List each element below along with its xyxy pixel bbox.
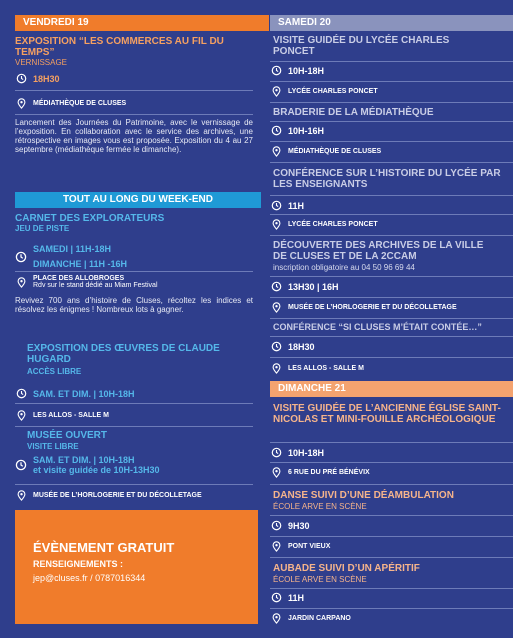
- clock-icon: [270, 125, 282, 136]
- weekend-header: TOUT AU LONG DU WEEK-END: [15, 192, 261, 208]
- clock-icon: [15, 73, 27, 84]
- expo-place: MÉDIATHÈQUE DE CLUSES: [33, 100, 127, 107]
- danse-time-row: [270, 520, 310, 531]
- divider: [270, 297, 513, 298]
- lycee-time-row: [270, 65, 324, 76]
- divider: [15, 90, 253, 91]
- divider: [270, 536, 513, 537]
- carnet-description: Revivez 700 ans d’histoire de Cluses, récoltez les indices et résolvez les énigmes ! Nombreux lots à gagner.: [15, 296, 253, 314]
- eglise-time-row: [270, 447, 324, 458]
- expo-time: 18H30: [33, 73, 60, 84]
- clock-icon: [270, 447, 282, 458]
- divider: [270, 121, 513, 122]
- divider: [270, 442, 513, 443]
- divider: [270, 214, 513, 215]
- lycee-time: 10H-18H: [288, 65, 325, 76]
- hugard-title: EXPOSITION DES ŒUVRES DE CLAUDE HUGARD: [27, 343, 220, 365]
- location-pin-icon: [270, 302, 282, 313]
- danse-place: PONT VIEUX: [288, 543, 331, 550]
- divider: [270, 557, 513, 558]
- clock-icon: [15, 388, 27, 399]
- clock-icon: [270, 520, 282, 531]
- divider: [270, 588, 513, 589]
- expo-description: Lancement des Journées du Patrimoine, avec le vernissage de l’exposition. En collaboration avec le service des archives, une rétrospective en images vous est proposée. Exposition du 4 au 27 septembre (médiathèque fermée le dimanche).: [15, 118, 253, 154]
- location-pin-icon: [15, 490, 27, 501]
- aubade-time-row: [270, 592, 304, 603]
- danse-title: DANSE SUIVI D’UNE DÉAMBULATION: [273, 490, 454, 501]
- eglise-place: 6 RUE DU PRÉ BÉNÉVIX: [288, 469, 370, 476]
- musee-subtitle: VISITE LIBRE: [27, 442, 79, 451]
- aubade-place-row: [270, 613, 351, 624]
- divider: [270, 484, 513, 485]
- eglise-title: VISITE GUIDÉE DE L’ANCIENNE ÉGLISE SAINT-NICOLAS ET MINI-FOUILLE ARCHÉOLOGIQUE: [273, 403, 501, 425]
- divider: [270, 318, 513, 319]
- lycee-place: LYCÉE CHARLES PONCET: [288, 88, 378, 95]
- divider: [270, 515, 513, 516]
- danse-place-row: [270, 541, 330, 552]
- expo-title: EXPOSITION “LES COMMERCES AU FIL DU TEMPS”: [15, 36, 224, 58]
- clock-icon: [270, 65, 282, 76]
- carnet-place: PLACE DES ALLOBROGES: [33, 275, 125, 282]
- conf1-place: LYCÉE CHARLES PONCET: [288, 221, 378, 228]
- braderie-title: BRADERIE DE LA MÉDIATHÈQUE: [273, 107, 434, 118]
- danse-time: 9H30: [288, 520, 310, 531]
- braderie-time-row: [270, 125, 324, 136]
- divider: [270, 276, 513, 277]
- eglise-place-row: [270, 467, 370, 478]
- clock-icon: [15, 251, 27, 263]
- promo-info-label: RENSEIGNEMENTS :: [33, 559, 124, 569]
- location-pin-icon: [15, 410, 27, 421]
- carnet-place-note: Rdv sur le stand dédié au Miam Festival: [33, 282, 158, 289]
- hugard-place-row: [15, 410, 109, 421]
- archives-time-row: [270, 281, 339, 292]
- eglise-time: 10H-18H: [288, 447, 325, 458]
- divider: [270, 195, 513, 196]
- braderie-time: 10H-16H: [288, 125, 325, 136]
- divider: [270, 357, 513, 358]
- braderie-place-row: [270, 146, 381, 157]
- hugard-time-row: [15, 388, 135, 399]
- clock-icon: [270, 592, 282, 603]
- conf1-title: CONFÉRENCE SUR L’HISTOIRE DU LYCÉE PAR LES ENSEIGNANTS: [273, 168, 501, 190]
- hugard-subtitle: ACCÈS LIBRE: [27, 367, 82, 376]
- divider: [270, 81, 513, 82]
- promo-title: ÉVÈNEMENT GRATUIT: [33, 540, 175, 555]
- musee-time: SAM. ET DIM. | 10H-18H: [33, 455, 135, 465]
- carnet-place-row: [15, 275, 158, 289]
- divider: [270, 102, 513, 103]
- aubade-time: 11H: [288, 592, 305, 603]
- location-pin-icon: [270, 219, 282, 230]
- conf2-place-row: [270, 363, 364, 374]
- conf2-place: LES ALLOS - SALLE M: [288, 365, 364, 372]
- lycee-title: VISITE GUIDÉE DU LYCÉE CHARLES PONCET: [273, 35, 450, 57]
- conf2-time-row: [270, 341, 315, 352]
- conf1-time: 11H: [288, 200, 305, 211]
- expo-time-row: [15, 73, 60, 84]
- hugard-place: LES ALLOS - SALLE M: [33, 412, 109, 419]
- divider: [15, 484, 253, 485]
- hugard-time: SAM. ET DIM. | 10H-18H: [33, 388, 135, 399]
- conf1-time-row: [270, 200, 304, 211]
- divider: [15, 403, 253, 404]
- clock-icon: [270, 341, 282, 352]
- divider: [15, 271, 253, 272]
- divider: [270, 141, 513, 142]
- clock-icon: [15, 459, 27, 471]
- lycee-place-row: [270, 86, 378, 97]
- conf2-time: 18H30: [288, 341, 315, 352]
- divider: [270, 608, 513, 609]
- archives-place: MUSÉE DE L’HORLOGERIE ET DU DÉCOLLETAGE: [288, 304, 457, 311]
- divider: [270, 162, 513, 163]
- carnet-subtitle: JEU DE PISTE: [15, 224, 70, 233]
- musee-guided-time: et visite guidée de 10H-13H30: [33, 465, 160, 475]
- free-event-box: [15, 510, 258, 624]
- divider: [270, 336, 513, 337]
- braderie-place: MÉDIATHÈQUE DE CLUSES: [288, 148, 382, 155]
- divider: [270, 462, 513, 463]
- carnet-times: [15, 244, 127, 269]
- saturday-header: SAMEDI 20: [270, 15, 513, 31]
- musee-place-row: [15, 490, 202, 501]
- danse-subtitle: ÉCOLE ARVE EN SCÈNE: [273, 502, 367, 511]
- conf2-title: CONFÉRENCE “SI CLUSES M’ÉTAIT CONTÉE…”: [273, 322, 482, 332]
- aubade-subtitle: ÉCOLE ARVE EN SCÈNE: [273, 575, 367, 584]
- musee-place: MUSÉE DE L’HORLOGERIE ET DU DÉCOLLETAGE: [33, 492, 202, 499]
- archives-title: DÉCOUVERTE DES ARCHIVES DE LA VILLE DE CLUSES ET DE LA 2CCAM: [273, 240, 484, 262]
- clock-icon: [270, 200, 282, 211]
- friday-header: VENDREDI 19: [15, 15, 269, 31]
- location-pin-icon: [270, 86, 282, 97]
- location-pin-icon: [15, 98, 27, 109]
- divider: [270, 235, 513, 236]
- location-pin-icon: [270, 363, 282, 374]
- archives-note: inscription obligatoire au 04 50 96 69 44: [273, 263, 415, 272]
- aubade-title: AUBADE SUIVI D’UN APÉRITIF: [273, 563, 420, 574]
- sunday-header: DIMANCHE 21: [270, 381, 513, 397]
- divider: [15, 426, 253, 427]
- musee-time-row: [15, 455, 160, 475]
- conf1-place-row: [270, 219, 378, 230]
- aubade-place: JARDIN CARPANO: [288, 615, 351, 622]
- location-pin-icon: [15, 277, 27, 288]
- musee-title: MUSÉE OUVERT: [27, 430, 108, 441]
- expo-place-row: [15, 98, 126, 109]
- carnet-saturday: SAMEDI | 11H-18H: [33, 244, 112, 254]
- location-pin-icon: [270, 146, 282, 157]
- location-pin-icon: [270, 541, 282, 552]
- promo-contact[interactable]: jep@cluses.fr / 0787016344: [33, 573, 146, 583]
- expo-subtitle: VERNISSAGE: [15, 58, 68, 67]
- archives-time: 13H30 | 16H: [288, 281, 339, 292]
- clock-icon: [270, 281, 282, 292]
- divider: [270, 61, 513, 62]
- location-pin-icon: [270, 613, 282, 624]
- carnet-sunday: DIMANCHE | 11H -16H: [33, 259, 128, 269]
- carnet-title: CARNET DES EXPLORATEURS: [15, 213, 165, 224]
- archives-place-row: [270, 302, 457, 313]
- divider: [15, 114, 253, 115]
- location-pin-icon: [270, 467, 282, 478]
